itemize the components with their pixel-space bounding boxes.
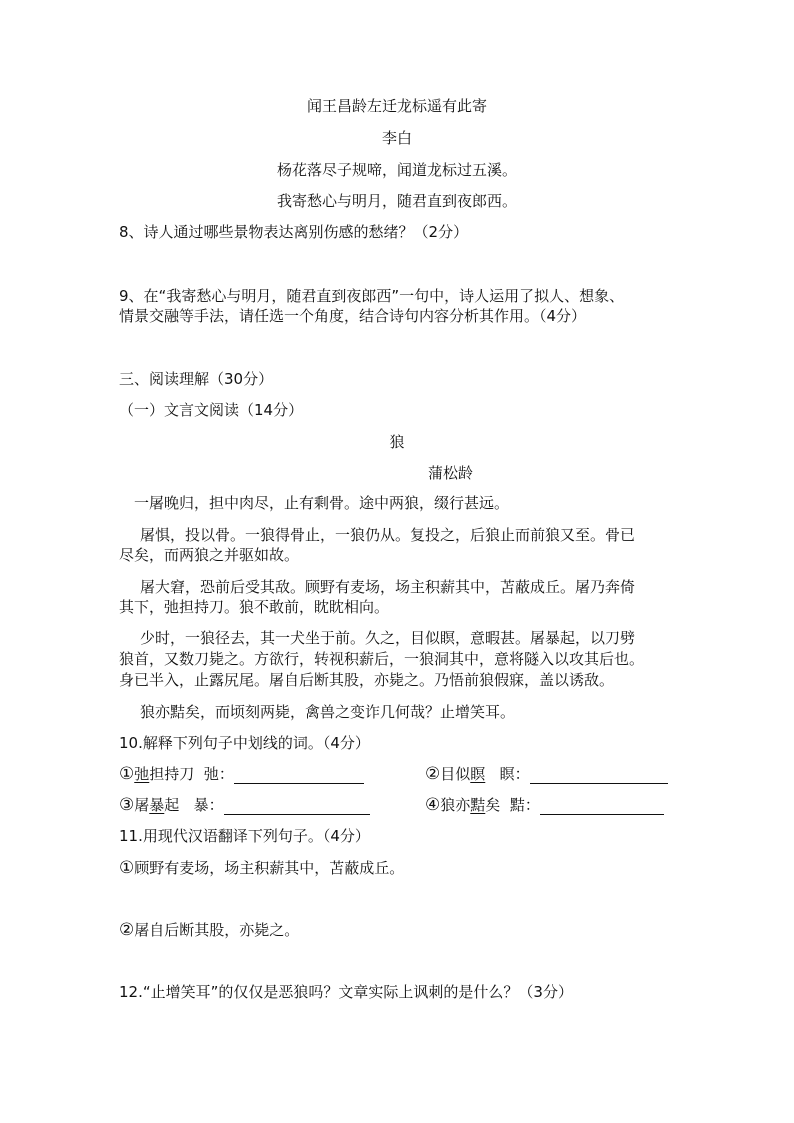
q10-item-3: ③屠暴起 暴： (119, 795, 370, 815)
passage-paragraph-3-line-1: 屠大窘，恐前后受其敌。顾野有麦场，场主积薪其中，苫蔽成丘。屠乃奔倚 (140, 578, 636, 596)
q11-sentence-2: ②屠自后断其股，亦毙之。 (119, 920, 300, 940)
question-8: 8、诗人通过哪些景物表达离别伤感的愁绪？（2分） (119, 223, 469, 241)
underlined-word: 瞑 (470, 765, 486, 783)
passage-author: 蒲松龄 (428, 464, 474, 482)
answer-blank[interactable] (224, 797, 370, 815)
passage-paragraph-4-line-2: 狼首，又数刀毙之。方欲行，转视积薪后，一狼洞其中，意将隧入以攻其后也。 (119, 650, 645, 668)
passage-paragraph-3-line-2: 其下，弛担持刀。狼不敢前，眈眈相向。 (119, 598, 390, 616)
q11-sentence-1: ①顾野有麦场，场主积薪其中，苫蔽成丘。 (119, 858, 405, 878)
passage-title: 狼 (389, 433, 405, 451)
underlined-word: 黠 (470, 796, 486, 814)
q10-item-1: ①弛担持刀 弛： (119, 764, 364, 784)
q10-item-2: ②目似瞑 瞑： (425, 764, 668, 784)
question-10-prompt: 10.解释下列句子中划线的词。（4分） (119, 734, 370, 752)
question-9-line-1: 9、在“我寄愁心与明月，随君直到夜郎西”一句中，诗人运用了拟人、想象、 (119, 287, 625, 305)
subsection-heading: （一）文言文阅读（14分） (119, 401, 304, 419)
passage-paragraph-2-line-2: 尽矣，而两狼之并驱如故。 (119, 546, 300, 564)
poem-line-1: 杨花落尽子规啼，闻道龙标过五溪。 (276, 161, 517, 179)
answer-blank[interactable] (234, 766, 364, 784)
question-11-prompt: 11.用现代汉语翻译下列句子。（4分） (119, 827, 370, 845)
question-12: 12.“止增笑耳”的仅仅是恶狼吗？文章实际上讽刺的是什么？（3分） (119, 983, 573, 1001)
question-9-line-2: 情景交融等手法，请任选一个角度，结合诗句内容分析其作用。（4分） (119, 307, 587, 325)
q10-item-4: ④狼亦黠矣 黠： (425, 795, 664, 815)
section-heading: 三、阅读理解（30分） (119, 370, 274, 388)
passage-paragraph-2-line-1: 屠惧，投以骨。一狼得骨止，一狼仍从。复投之，后狼止而前狼又至。骨已 (140, 526, 636, 544)
passage-paragraph-1: 一屠晚归，担中肉尽，止有剩骨。途中两狼，缀行甚远。 (134, 494, 510, 512)
poem-author: 李白 (381, 129, 412, 147)
answer-blank[interactable] (540, 797, 664, 815)
underlined-word: 暴 (149, 796, 165, 814)
passage-paragraph-4-line-3: 身已半入，止露尻尾。屠自后断其股，亦毙之。乃悟前狼假寐，盖以诱敌。 (119, 671, 615, 689)
item-number: ② (425, 764, 441, 784)
item-number: ① (119, 764, 135, 784)
poem-title: 闻王昌龄左迁龙标遥有此寄 (306, 97, 487, 115)
passage-paragraph-5: 狼亦黠矣，而顷刻两毙，禽兽之变诈几何哉？止增笑耳。 (140, 703, 516, 721)
underlined-word: 弛 (134, 765, 150, 783)
passage-paragraph-4-line-1: 少时，一狼径去，其一犬坐于前。久之，目似瞑，意暇甚。屠暴起，以刀劈 (140, 629, 636, 647)
item-number: ④ (425, 795, 441, 815)
answer-blank[interactable] (530, 766, 668, 784)
poem-line-2: 我寄愁心与明月，随君直到夜郎西。 (276, 192, 517, 210)
item-number: ③ (119, 795, 135, 815)
